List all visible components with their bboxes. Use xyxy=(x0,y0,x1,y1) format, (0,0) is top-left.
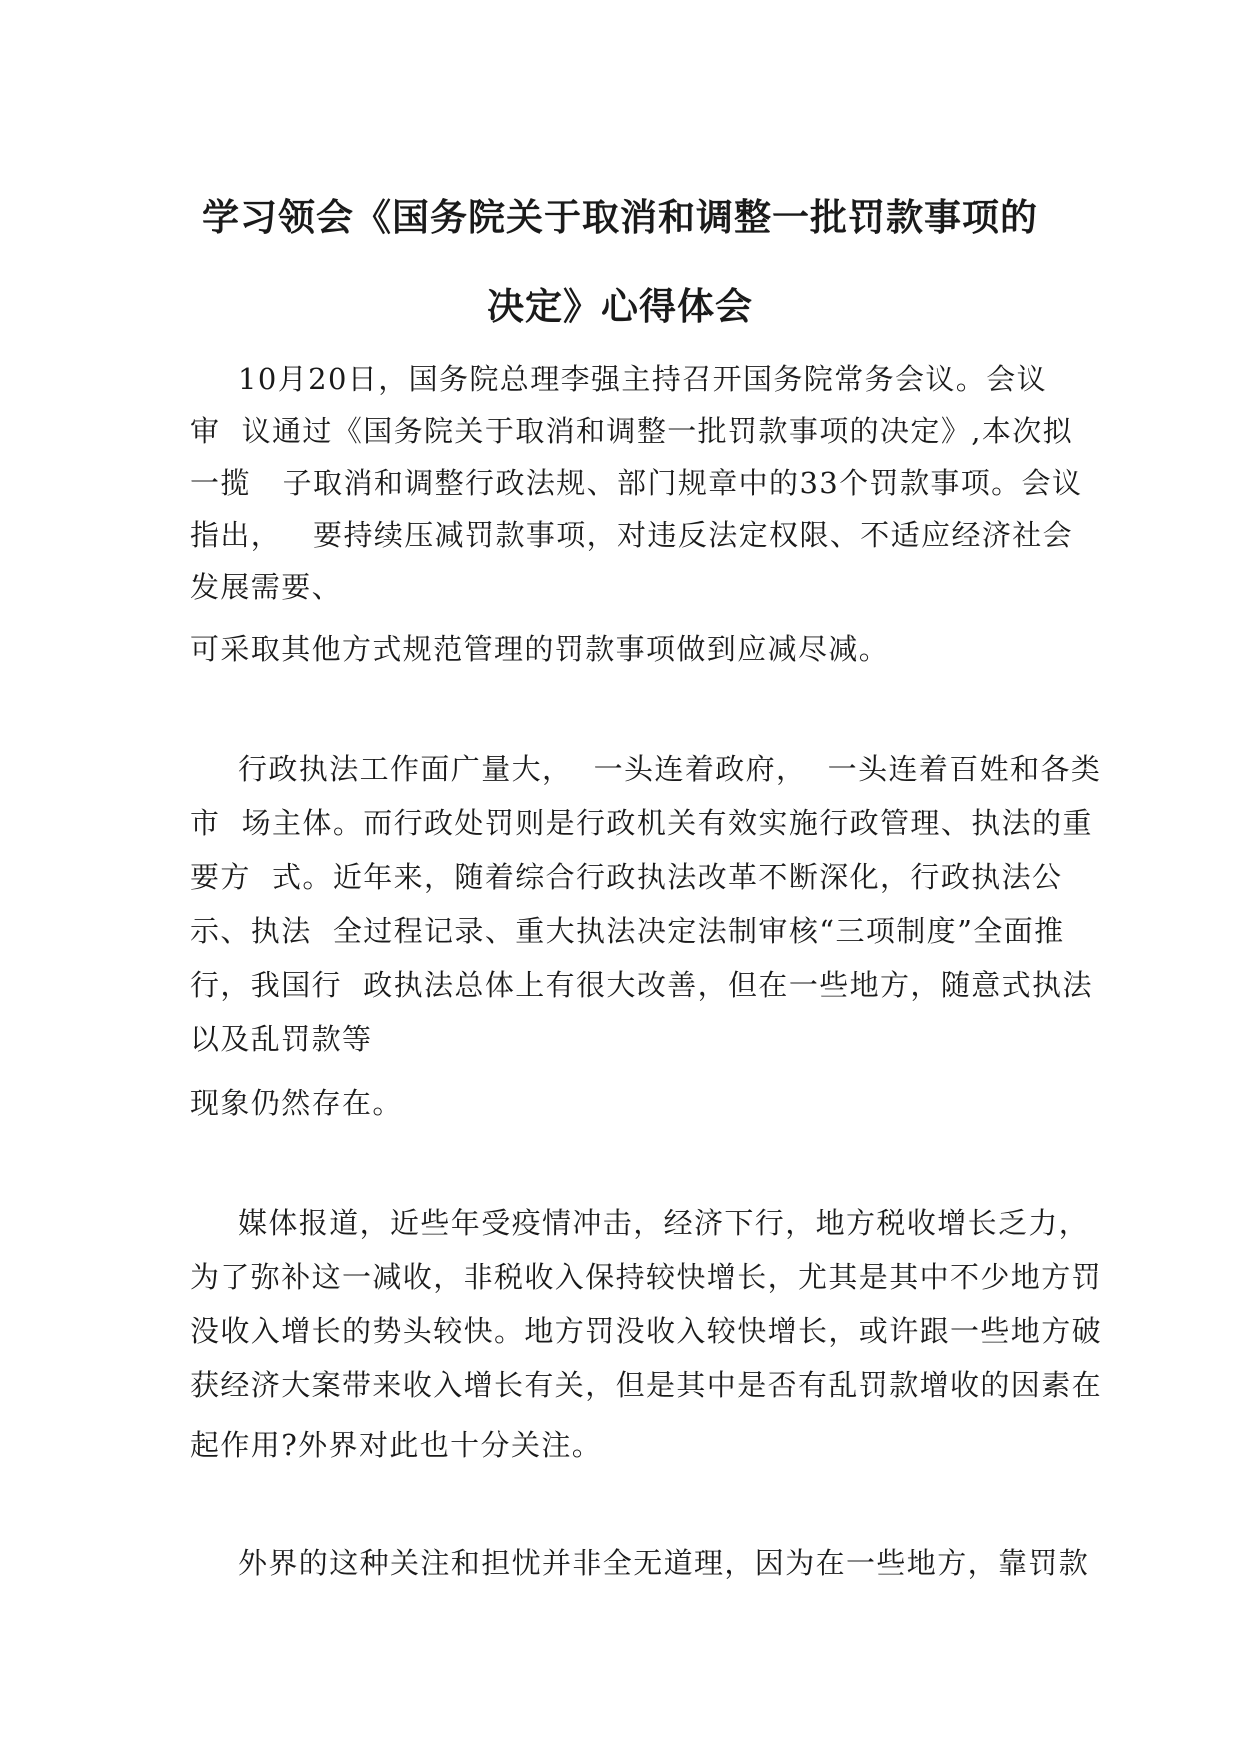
paragraph-3-line-1: 媒体报道，近些年受疫情冲击，经济下行，地方税收增长乏力， xyxy=(238,1206,1090,1240)
paragraph-2-line-6: 以及乱罚款等 xyxy=(190,1022,373,1056)
paragraph-1-line-3: 一揽 子取消和调整行政法规、部门规章中的33个罚款事项。会议 xyxy=(190,466,1083,500)
paragraph-3-line-3: 没收入增长的势头较快。地方罚没收入较快增长，或许跟一些地方破 xyxy=(190,1314,1103,1348)
paragraph-3-line-2: 为了弥补这一减收，非税收入保持较快增长，尤其是其中不少地方罚 xyxy=(190,1260,1103,1294)
paragraph-4-line-1: 外界的这种关注和担忧并非全无道理，因为在一些地方，靠罚款 xyxy=(238,1546,1090,1580)
paragraph-2-line-3: 要方 式。近年来，随着综合行政执法改革不断深化，行政执法公 xyxy=(190,860,1063,894)
paragraph-2-line-2: 市 场主体。而行政处罚则是行政机关有效实施行政管理、执法的重 xyxy=(190,806,1093,840)
paragraph-1-line-2: 审 议通过《国务院关于取消和调整一批罚款事项的决定》,本次拟 xyxy=(190,414,1074,448)
paragraph-1-line-4: 指出， 要持续压减罚款事项，对违反法定权限、不适应经济社会 xyxy=(190,518,1074,552)
paragraph-3-line-4: 获经济大案带来收入增长有关，但是其中是否有乱罚款增收的因素在 xyxy=(190,1368,1103,1402)
document-title-line-2: 决定》心得体会 xyxy=(487,285,753,328)
paragraph-1-line-5: 发展需要、 xyxy=(190,570,343,604)
paragraph-2-line-4: 示、执法 全过程记录、重大执法决定法制审核“三项制度”全面推 xyxy=(190,914,1065,948)
document-title-line-1: 学习领会《国务院关于取消和调整一批罚款事项的 xyxy=(202,196,1038,239)
paragraph-3-line-5: 起作用?外界对此也十分关注。 xyxy=(190,1428,603,1462)
paragraph-2-line-1: 行政执法工作面广量大， 一头连着政府， 一头连着百姓和各类 xyxy=(238,752,1102,786)
paragraph-1-line-1: 10月20日，国务院总理李强主持召开国务院常务会议。会议 xyxy=(238,362,1048,396)
paragraph-2-line-5: 行，我国行 政执法总体上有很大改善，但在一些地方，随意式执法 xyxy=(190,968,1093,1002)
paragraph-1-line-6: 可采取其他方式规范管理的罚款事项做到应减尽减。 xyxy=(190,632,890,666)
paragraph-2-line-7: 现象仍然存在。 xyxy=(190,1086,403,1120)
